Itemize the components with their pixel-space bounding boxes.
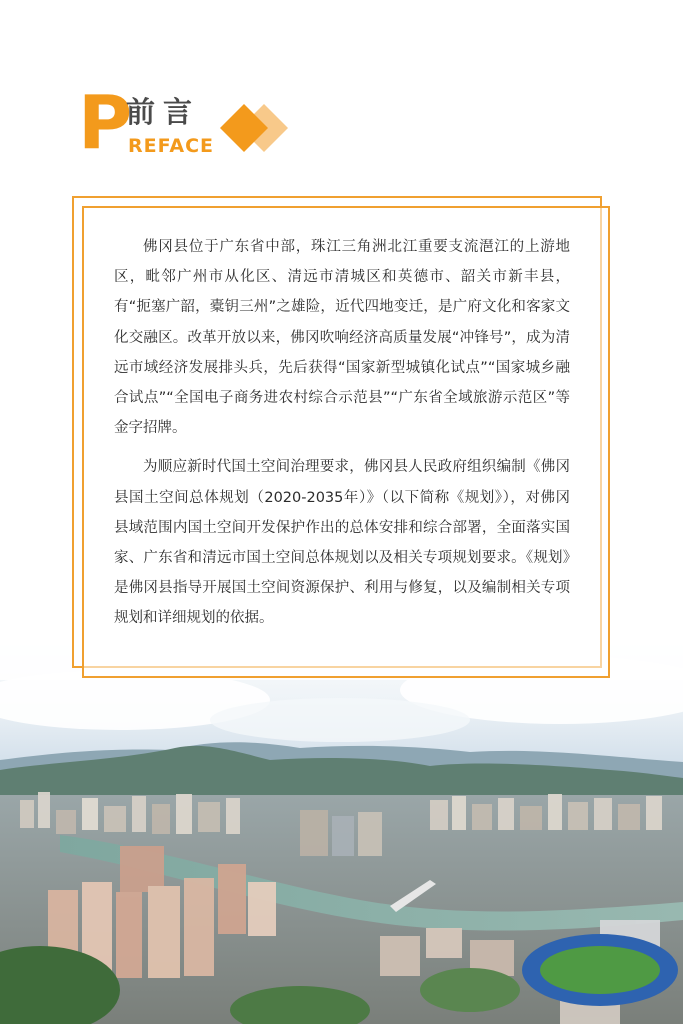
header-initial-letter: P (78, 80, 133, 166)
page-title: 前言 (126, 95, 201, 129)
preface-body (114, 232, 570, 634)
paragraph-1: 佛冈县位于广东省中部，珠江三角洲北江重要支流潖江的上游地区，毗邻广州市从化区、清远市清城区和英德市、韶关市新丰县，有“扼塞广韶，橐钥三州”之雄险，近代四地变迁，是广府文化和客家文化交融区。改革开放以来，佛冈吹响经济高质量发展“冲锋号”，成为清远市域经济发展排头兵，先后获得“国家新型城镇化试点”“国家城乡融合试点”“全国电子商务进农村综合示范县”“广东省全域旅游示范区”等金字招牌。 (114, 239, 570, 437)
page-subtitle-en: REFACE (128, 135, 215, 157)
diamond-decoration (218, 102, 292, 154)
city-panorama-photo (0, 620, 683, 1024)
paragraph-2: 为顺应新时代国土空间治理要求，佛冈县人民政府组织编制《佛冈县国土空间总体规划（2020-2035年）》（以下简称《规划》），对佛冈县域范围内国土空间开发保护作出的总体安排和综合部署，全面落实国家、广东省和清远市国土空间总体规划以及相关专项规划要求。《规划》是佛冈县指导开展国土空间资源保护、利用与修复，以及编制相关专项规划和详细规划的依据。 (114, 459, 570, 627)
